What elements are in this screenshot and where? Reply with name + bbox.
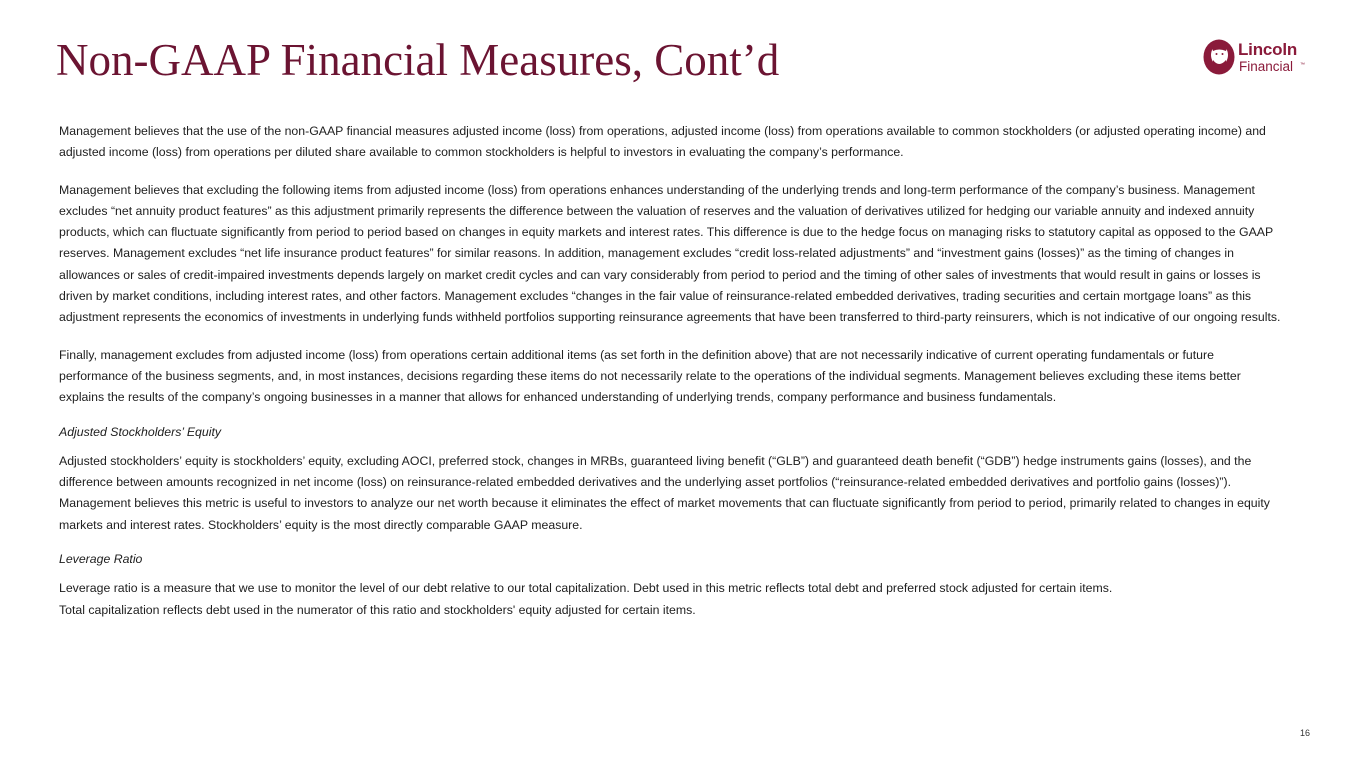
paragraph-non-gaap-use: Management believes that the use of the non-GAAP financial measures adjusted income (loss) from operations, adjusted income (loss) from operations available to common stockholders (or adjusted operating income) and adjusted income (loss) from operations per diluted share available to common stockholders is helpful to investors in evaluating the company’s performance.: [59, 124, 1266, 160]
page-number: 16: [1299, 728, 1310, 738]
logo-wordmark-lincoln: Lincoln: [1238, 40, 1298, 59]
page-title: Non-GAAP Financial Measures, Cont’d: [56, 35, 780, 85]
paragraph-adjusted-equity: Adjusted stockholders’ equity is stockholders’ equity, excluding AOCI, preferred stock, changes in MRBs, guaranteed living benefit (“GLB”) and guaranteed death benefit (“GDB”) hedge instruments gains (losses), and the difference between amounts recognized in net income (loss) on reinsurance-related embedded derivatives and the underlying asset portfolios (“reinsurance-related embedded derivatives and portfolio gains (losses)”). Management believes this metric is useful to investors to analyze our net worth because it eliminates the effect of market movements that can fluctuate significantly from period to period, primarily related to changes in equity markets and interest rates. Stockholders’ equity is the most directly comparable GAAP measure.: [59, 453, 1270, 532]
heading-adjusted-equity: Adjusted Stockholders’ Equity: [59, 424, 222, 439]
heading-leverage-ratio: Leverage Ratio: [59, 552, 143, 567]
logo-trademark: ™: [1300, 62, 1305, 68]
logo-wordmark-financial: Financial: [1239, 59, 1294, 74]
paragraph-leverage-line2: Total capitalization reflects debt used in the numerator of this ratio and stockholders' equity adjusted for certain items.: [59, 602, 696, 617]
paragraph-additional-items: Finally, management excludes from adjusted income (loss) from operations certain additional items (as set forth in the definition above) that are not necessarily indicative of current operating fundamentals or future performance of the business segments, and, in most instances, decisions regarding these items do not necessarily relate to the operations of the individual segments. Management believes excluding these items better explains the results of the company’s ongoing businesses in a manner that allows for enhanced understanding of underlying trends, company performance and business fundamentals.: [59, 347, 1241, 405]
paragraph-leverage-line1: Leverage ratio is a measure that we use to monitor the level of our debt relative to our total capitalization. Debt used in this metric reflects total debt and preferred stock adjusted for certain items.: [59, 581, 1113, 596]
body-content: [59, 121, 1284, 621]
lincoln-portrait-logo-icon: [1202, 38, 1236, 76]
paragraph-excluded-items: Management believes that excluding the following items from adjusted income (loss) from operations enhances understanding of the underlying trends and long-term performance of the company’s business. Management excludes “net annuity product features” as this adjustment primarily represents the difference between the valuation of reserves and the valuation of derivatives utilized for hedging our variable annuity and indexed annuity products, which can fluctuate significantly from period to period based on changes in equity markets and interest rates. This difference is due to the hedge focus on managing risks to statutory capital as opposed to the GAAP reserves. Management excludes “net life insurance product features” for similar reasons. In addition, management excludes “credit loss-related adjustments” and “investment gains (losses)” as the timing of changes in allowances or sales of credit-impaired investments depends largely on market credit cycles and can vary considerably from period to period and the timing of other sales of investments that would result in gains or losses is driven by market conditions, including interest rates, and other factors. Management excludes “changes in the fair value of reinsurance-related embedded derivatives, trading securities and certain mortgage loans” as this adjustment represents the economics of investments in underlying funds withheld portfolios supporting reinsurance agreements that have been transferred to third-party reinsurers, which is not indicative of our ongoing results.: [59, 182, 1281, 325]
lincoln-financial-logo: [1202, 38, 1314, 80]
